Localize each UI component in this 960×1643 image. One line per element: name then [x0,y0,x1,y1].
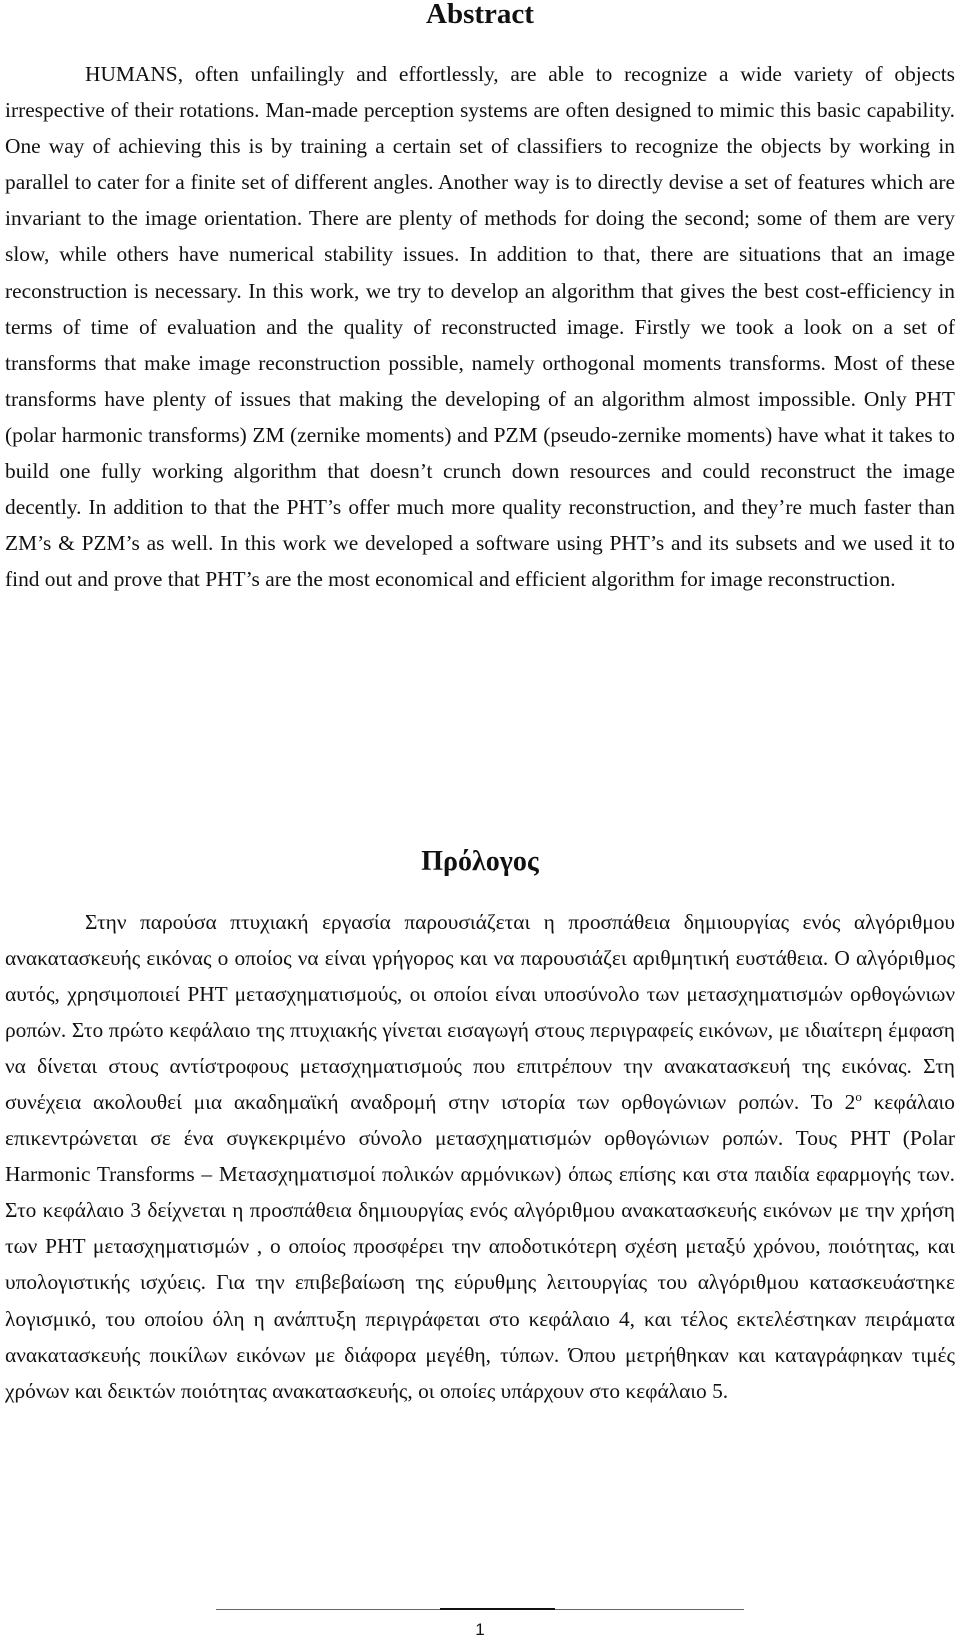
prologue-text-part-1: Στην παρούσα πτυχιακή εργασία παρουσιάζεται η προσπάθεια δημιουργίας ενός αλγόριθμου ανακατασκευής εικόνας ο οποίος να είναι γρήγορος και να παρουσιάζει αριθμητική ευστάθεια. Ο αλγόριθμος αυτός, χρησιμοποιεί PHT μετασχηματισμούς, οι οποίοι είναι υποσύνολο των μετασχηματισμών ορθογώνιων ροπών. Στο πρώτο κεφάλαιο της πτυχιακής γίνεται εισαγωγή στους περιγραφείς εικόνων, με ιδιαίτερη έμφαση να δίνεται στους αντίστροφους μετασχηματισμούς που επιτρέπουν την ανακατασκευή της εικόνας. Στη συνέχεια ακολουθεί μια ακαδημαϊκή αναδρομή στην ιστορία των ορθογώνιων ροπών. Το 2 [5,910,955,1115]
abstract-heading: Abstract [426,0,534,30]
prologue-text-part-2: κεφάλαιο επικεντρώνεται σε ένα συγκεκριμένο σύνολο μετασχηματισμών ορθογώνιων ροπών. Τους PHT (Polar Harmonic Transforms – Μετασχηματισμοί πολικών αρμόνικων) όπως επίσης και στα παιδία εφαρμογής των. Στο κεφάλαιο 3 δείχνεται η προσπάθεια δημιουργίας ενός αλγόριθμου ανακατασκευής εικόνων με την χρήση των PHT μετασχηματισμών , ο οποίος προσφέρει την αποδοτικότερη σχέση μεταξύ χρόνου, ποιότητας, και υπολογιστικής ισχύεις. Για την επιβεβαίωση της εύρυθμης λειτουργίας του αλγόριθμου κατασκευάστηκε λογισμικό, του οποίου όλη η ανάπτυξη περιγράφεται στο κεφάλαιο 4, και τέλος εκτελέστηκαν πειράματα ανακατασκευής ποικίλων εικόνων με διάφορα μεγέθη, τύπων. Όπου μετρήθηκαν και καταγράφηκαν τιμές χρόνων και δεικτών ποιότητας ανακατασκευής, οι οποίες υπάρχουν στο κεφάλαιο 5. [5,1090,955,1403]
footer-divider-accent [440,1608,555,1610]
page-number: 1 [475,1620,485,1639]
ordinal-superscript: ο [855,1089,862,1105]
abstract-paragraph: HUMANS, often unfailingly and effortlessly, are able to recognize a wide variety of objects irrespective of their rotations. Man-made perception systems are often designed to mimic this basic capability. One way of achieving this is by training a certain set of classifiers to recognize the objects by working in parallel to cater for a finite set of different angles. Another way is to directly devise a set of features which are invariant to the image orientation. There are plenty of methods for doing the second; some of them are very slow, while others have numerical stability issues. In addition to that, there are situations that an image reconstruction is necessary. In this work, we try to develop an algorithm that gives the best cost-efficiency in terms of time of evaluation and the quality of reconstructed image. Firstly we took a look on a set of transforms that make image reconstruction possible, namely orthogonal moments transforms. Most of these transforms have plenty of issues that making the developing of an algorithm almost impossible. Only PHT (polar harmonic transforms) ZM (zernike moments) and PZM (pseudo-zernike moments) have what it takes to build one fully working algorithm that doesn’t crunch down resources and could reconstruct the image decently. In addition to that the PHT’s offer much more quality reconstruction, and they’re much faster than ZM’s & PZM’s as well. In this work we developed a software using PHT’s and its subsets and we used it to find out and prove that PHT’s are the most economical and efficient algorithm for image reconstruction. [5,62,955,592]
prologue-paragraph [5,904,955,1409]
prologue-heading: Πρόλογος [421,846,539,877]
